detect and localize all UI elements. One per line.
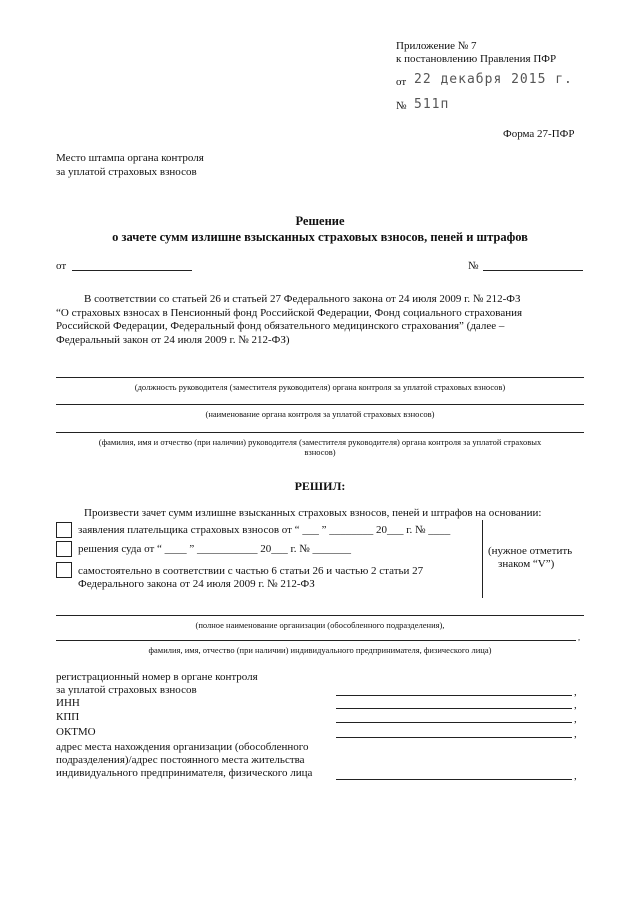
option-self-checkbox[interactable] [56,562,72,578]
intro-line3: Российской Федерации, Федеральный фонд обязательного медицинского страхования” (далее – [56,320,505,332]
comma-mark: , [574,699,577,711]
note-line2: знаком “V”) [498,558,555,570]
position-field[interactable] [56,377,584,378]
stamp-place-line2: за уплатой страховых взносов [56,166,197,178]
reg-number-label-line1: регистрационный номер в органе контроля [56,671,258,683]
comma-mark: , [574,770,577,782]
option-self-label-line1: самостоятельно в соответствии с частью 6 статьи 26 и частью 2 статьи 27 [78,565,424,577]
address-label-line2: подразделения)/адрес постоянного места жительства [56,754,305,766]
decision-date-field[interactable] [72,270,192,271]
decided-heading: РЕШИЛ: [294,479,346,493]
note-line1: (нужное отметить [488,545,573,557]
comma-mark: , [578,632,581,642]
address-field[interactable] [336,779,572,780]
organ-field[interactable] [56,404,584,405]
entrepreneur-fio-caption: фамилия, имя, отчество (при наличии) индивидуального предпринимателя, физического лица) [148,645,492,655]
inn-field[interactable] [336,708,572,709]
inn-label: ИНН [56,697,80,709]
document-title: Решение [295,214,345,228]
reg-number-label-line2: за уплатой страховых взносов [56,684,197,696]
organization-name-field[interactable] [56,615,584,616]
comma-mark: , [574,713,577,725]
entrepreneur-fio-field[interactable] [56,640,576,641]
note-separator [482,520,483,598]
appendix-label: Приложение № 7 [396,40,477,52]
date-prefix: от [396,76,407,88]
comma-mark: , [574,686,577,698]
organ-caption: (наименование органа контроля за уплатой страховых взносов) [205,409,435,419]
number-prefix: № [396,100,407,112]
head-fio-field[interactable] [56,432,584,433]
number-stamp: 511п [414,97,450,112]
offset-text: Произвести зачет сумм излишне взысканных страховых взносов, пеней и штрафов на основании: [84,507,542,519]
intro-line2: “О страховых взносах в Пенсионный фонд Российской Федерации, Фонд социального страхования [56,307,523,319]
option-application-checkbox[interactable] [56,522,72,538]
organization-name-caption: (полное наименование организации (обособленного подразделения), [195,620,445,630]
decision-number-label: № [468,260,479,272]
kpp-field[interactable] [336,722,572,723]
address-label-line1: адрес места нахождения организации (обособленного [56,741,309,753]
oktmo-label: ОКТМО [56,726,96,738]
position-caption: (должность руководителя (заместителя руководителя) органа контроля за уплатой страховых взносов) [134,382,506,392]
option-application-label: заявления плательщика страховых взносов от “ ___ ” ________ 20___ г. № ____ [78,524,451,536]
intro-line1: В соответствии со статьей 26 и статьей 27 Федерального закона от 24 июля 2009 г. № 212-ФЗ [84,293,521,305]
document-subtitle: о зачете сумм излишне взысканных страховых взносов, пеней и штрафов [112,230,528,244]
head-fio-caption-line2: взносов) [304,447,336,457]
address-label-line3: индивидуального предпринимателя, физического лица [56,767,313,779]
oktmo-field[interactable] [336,737,572,738]
reg-number-field[interactable] [336,695,572,696]
decision-date-label: от [56,260,67,272]
option-court-label: решения суда от “ ____ ” ___________ 20___ г. № _______ [78,543,352,555]
option-self-label-line2: Федерального закона от 24 июля 2009 г. № 212-ФЗ [78,578,315,590]
form-name: Форма 27-ПФР [503,128,575,140]
comma-mark: , [574,728,577,740]
decision-number-field[interactable] [483,270,583,271]
stamp-place-line1: Место штампа органа контроля [56,152,204,164]
intro-line4: Федеральный закон от 24 июля 2009 г. № 212-ФЗ) [56,334,290,346]
kpp-label: КПП [56,711,80,723]
option-court-checkbox[interactable] [56,541,72,557]
head-fio-caption-line1: (фамилия, имя и отчество (при наличии) руководителя (заместителя руководителя) органа контроля за уплатой страховых [98,437,542,447]
date-stamp: 22 декабря 2015 г. [414,72,573,87]
appendix-sub-label: к постановлению Правления ПФР [396,53,557,65]
